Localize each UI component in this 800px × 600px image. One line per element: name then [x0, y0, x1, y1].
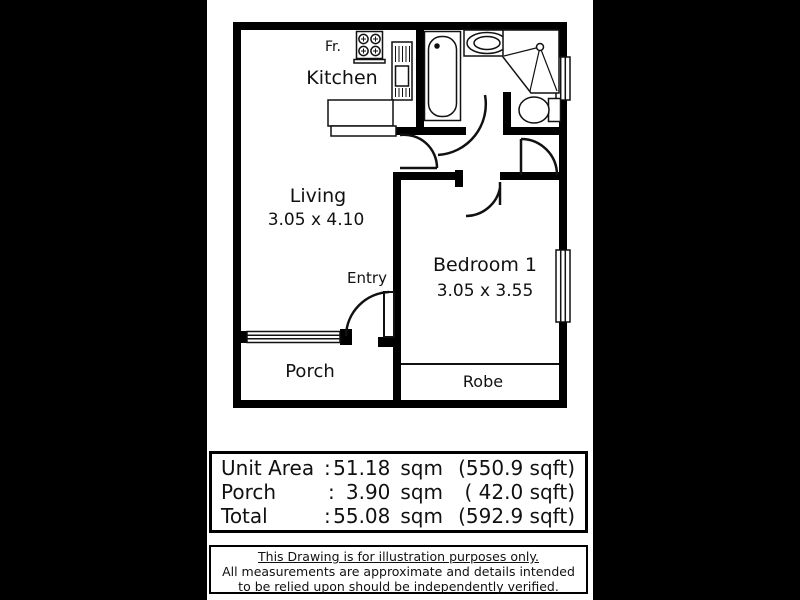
- disclaimer-line-2: All measurements are approximate and details intended: [222, 564, 575, 579]
- area-colon: :: [323, 504, 331, 528]
- wall-bedroom-left: [393, 172, 401, 404]
- area-value: 51.18: [333, 456, 391, 480]
- wall-right-c: [559, 322, 567, 408]
- wall-entry-corner: [378, 337, 401, 347]
- label-porch: Porch: [285, 361, 335, 382]
- label-bedroom-dims: 3.05 x 3.55: [436, 281, 534, 301]
- window-bedroom: [556, 250, 570, 322]
- label-robe: Robe: [462, 372, 504, 391]
- disclaimer-box: [209, 545, 588, 594]
- table-row: [212, 504, 585, 528]
- label-kitchen: Kitchen: [306, 67, 378, 89]
- area-value: 55.08: [333, 504, 391, 528]
- label-bedroom: Bedroom 1: [432, 254, 538, 276]
- area-label: Porch: [221, 480, 277, 504]
- wall-kitchen-bath-divider: [416, 30, 424, 127]
- wall-toilet-bottom: [503, 127, 567, 135]
- robe-line: [401, 363, 559, 365]
- table-row: [212, 480, 585, 504]
- kitchen-bench: [328, 100, 396, 136]
- area-value: 3.90: [345, 480, 391, 504]
- bathtub: [425, 32, 461, 121]
- wall-porch-left-stub: [241, 331, 247, 343]
- window-living-porch: [247, 332, 340, 343]
- area-colon: :: [323, 456, 331, 480]
- area-unit: sqm: [400, 456, 443, 480]
- wall-top: [233, 22, 567, 30]
- area-table: [209, 451, 588, 533]
- door-kitchen: [400, 135, 437, 168]
- area-label: Total: [221, 504, 268, 528]
- area-imperial: (592.9 sqft): [458, 504, 575, 528]
- area-colon: :: [327, 480, 335, 504]
- sink-unit: [392, 42, 412, 100]
- door-bedroom: [466, 182, 500, 216]
- toilet: [519, 97, 561, 123]
- door-entry: [346, 292, 394, 337]
- area-unit: sqm: [400, 504, 443, 528]
- disclaimer-line-1: This Drawing is for illustration purposes only.: [258, 549, 539, 564]
- door-hall: [521, 139, 557, 175]
- label-fridge: Fr.: [325, 39, 341, 55]
- area-imperial: ( 42.0 sqft): [464, 480, 576, 504]
- wall-bedroom-door-jamb: [455, 170, 463, 187]
- table-row: [212, 456, 585, 480]
- label-entry: Entry: [347, 269, 387, 287]
- wall-right-a: [559, 22, 567, 57]
- shower: [503, 30, 559, 93]
- label-living: Living: [289, 185, 347, 207]
- area-label: Unit Area: [221, 456, 315, 480]
- area-imperial: (550.9 sqft): [458, 456, 575, 480]
- label-living-dims: 3.05 x 4.10: [267, 210, 365, 230]
- wall-bedroom-top-left: [393, 172, 463, 180]
- stove-icon: [354, 32, 385, 64]
- area-unit: sqm: [400, 480, 444, 504]
- wall-left: [233, 22, 241, 408]
- disclaimer-line-3: to be relied upon should be independently verified.: [238, 579, 559, 594]
